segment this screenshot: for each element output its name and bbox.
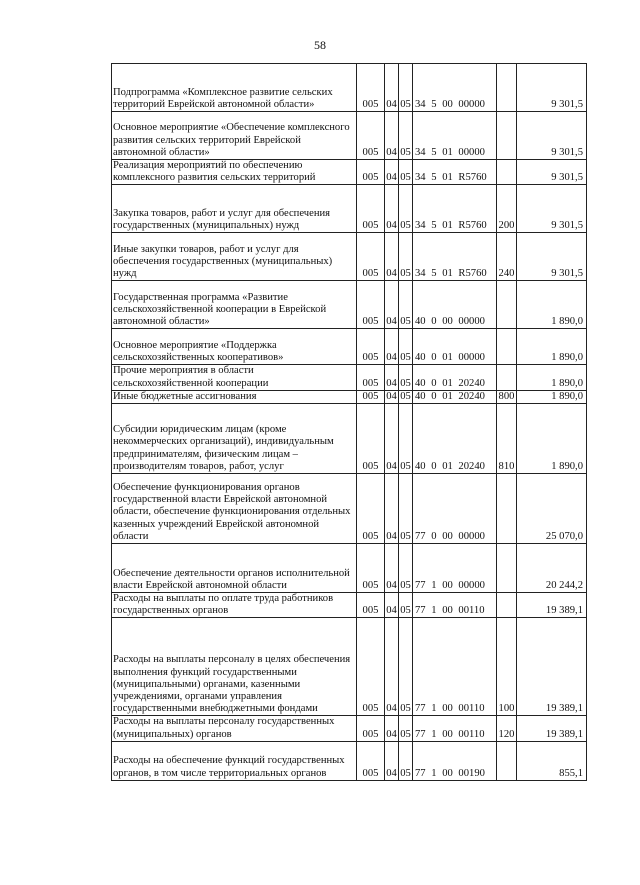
budget-table bbox=[111, 63, 587, 781]
org-code: 005 bbox=[357, 112, 385, 160]
program-code: 77 1 00 00110 bbox=[413, 716, 497, 741]
amount: 9 301,5 bbox=[517, 64, 587, 112]
section-code: 04 bbox=[385, 474, 399, 544]
subsection-code: 05 bbox=[399, 474, 413, 544]
amount: 9 301,5 bbox=[517, 160, 587, 185]
amount: 855,1 bbox=[517, 741, 587, 780]
program-code: 77 1 00 00000 bbox=[413, 544, 497, 593]
section-code: 04 bbox=[385, 544, 399, 593]
item-name: Расходы на выплаты персоналу в целях обеспечения выполнения функций государственными (муниципальными) органами, казенными учреждениями, органами управления государственными внебюджетными фондами bbox=[112, 618, 357, 716]
expense-type-code bbox=[497, 474, 517, 544]
org-code: 005 bbox=[357, 474, 385, 544]
item-name: Закупка товаров, работ и услуг для обеспечения государственных (муниципальных) нужд bbox=[112, 185, 357, 233]
program-code: 77 1 00 00110 bbox=[413, 593, 497, 618]
item-name: Подпрограмма «Комплексное развитие сельских территорий Еврейской автономной области» bbox=[112, 64, 357, 112]
expense-type-code: 200 bbox=[497, 185, 517, 233]
program-code: 77 1 00 00190 bbox=[413, 741, 497, 780]
table-row bbox=[112, 233, 587, 281]
expense-type-code bbox=[497, 593, 517, 618]
expense-type-code bbox=[497, 329, 517, 365]
subsection-code: 05 bbox=[399, 281, 413, 329]
expense-type-code: 100 bbox=[497, 618, 517, 716]
table-row bbox=[112, 474, 587, 544]
subsection-code: 05 bbox=[399, 185, 413, 233]
expense-type-code: 810 bbox=[497, 404, 517, 474]
section-code: 04 bbox=[385, 365, 399, 390]
program-code: 77 0 00 00000 bbox=[413, 474, 497, 544]
subsection-code: 05 bbox=[399, 233, 413, 281]
org-code: 005 bbox=[357, 185, 385, 233]
amount: 9 301,5 bbox=[517, 185, 587, 233]
section-code: 04 bbox=[385, 716, 399, 741]
item-name: Государственная программа «Развитие сельскохозяйственной кооперации в Еврейской автономной области» bbox=[112, 281, 357, 329]
amount: 20 244,2 bbox=[517, 544, 587, 593]
program-code: 34 5 01 R5760 bbox=[413, 160, 497, 185]
expense-type-code bbox=[497, 160, 517, 185]
item-name: Прочие мероприятия в области сельскохозяйственной кооперации bbox=[112, 365, 357, 390]
item-name: Расходы на выплаты по оплате труда работников государственных органов bbox=[112, 593, 357, 618]
subsection-code: 05 bbox=[399, 593, 413, 618]
item-name: Расходы на выплаты персоналу государственных (муниципальных) органов bbox=[112, 716, 357, 741]
section-code: 04 bbox=[385, 185, 399, 233]
item-name: Расходы на обеспечение функций государственных органов, в том числе территориальных органов bbox=[112, 741, 357, 780]
section-code: 04 bbox=[385, 112, 399, 160]
program-code: 34 5 01 00000 bbox=[413, 112, 497, 160]
amount: 1 890,0 bbox=[517, 281, 587, 329]
section-code: 04 bbox=[385, 618, 399, 716]
table-row bbox=[112, 593, 587, 618]
table-row bbox=[112, 160, 587, 185]
expense-type-code: 120 bbox=[497, 716, 517, 741]
subsection-code: 05 bbox=[399, 160, 413, 185]
org-code: 005 bbox=[357, 281, 385, 329]
subsection-code: 05 bbox=[399, 112, 413, 160]
amount: 9 301,5 bbox=[517, 233, 587, 281]
item-name: Реализация мероприятий по обеспечению комплексного развития сельских территорий bbox=[112, 160, 357, 185]
subsection-code: 05 bbox=[399, 618, 413, 716]
item-name: Иные закупки товаров, работ и услуг для обеспечения государственных (муниципальных) нужд bbox=[112, 233, 357, 281]
amount: 19 389,1 bbox=[517, 716, 587, 741]
section-code: 04 bbox=[385, 64, 399, 112]
amount: 1 890,0 bbox=[517, 404, 587, 474]
subsection-code: 05 bbox=[399, 544, 413, 593]
section-code: 04 bbox=[385, 233, 399, 281]
amount: 1 890,0 bbox=[517, 329, 587, 365]
amount: 1 890,0 bbox=[517, 390, 587, 403]
org-code: 005 bbox=[357, 404, 385, 474]
subsection-code: 05 bbox=[399, 64, 413, 112]
item-name: Обеспечение деятельности органов исполнительной власти Еврейской автономной области bbox=[112, 544, 357, 593]
section-code: 04 bbox=[385, 404, 399, 474]
item-name: Основное мероприятие «Обеспечение комплексного развития сельских территорий Еврейской автономной области» bbox=[112, 112, 357, 160]
table-row bbox=[112, 64, 587, 112]
subsection-code: 05 bbox=[399, 741, 413, 780]
table-row bbox=[112, 741, 587, 780]
amount: 19 389,1 bbox=[517, 593, 587, 618]
table-body bbox=[112, 64, 587, 781]
program-code: 40 0 01 20240 bbox=[413, 390, 497, 403]
org-code: 005 bbox=[357, 593, 385, 618]
section-code: 04 bbox=[385, 593, 399, 618]
program-code: 34 5 01 R5760 bbox=[413, 233, 497, 281]
program-code: 40 0 01 20240 bbox=[413, 404, 497, 474]
subsection-code: 05 bbox=[399, 365, 413, 390]
table-row bbox=[112, 281, 587, 329]
org-code: 005 bbox=[357, 233, 385, 281]
org-code: 005 bbox=[357, 390, 385, 403]
amount: 25 070,0 bbox=[517, 474, 587, 544]
org-code: 005 bbox=[357, 64, 385, 112]
org-code: 005 bbox=[357, 160, 385, 185]
amount: 1 890,0 bbox=[517, 365, 587, 390]
org-code: 005 bbox=[357, 741, 385, 780]
section-code: 04 bbox=[385, 160, 399, 185]
org-code: 005 bbox=[357, 329, 385, 365]
table-row bbox=[112, 404, 587, 474]
expense-type-code bbox=[497, 544, 517, 593]
subsection-code: 05 bbox=[399, 404, 413, 474]
program-code: 34 5 01 R5760 bbox=[413, 185, 497, 233]
table-row bbox=[112, 329, 587, 365]
program-code: 40 0 00 00000 bbox=[413, 281, 497, 329]
page-number: 58 bbox=[314, 38, 326, 52]
table-row bbox=[112, 544, 587, 593]
amount: 9 301,5 bbox=[517, 112, 587, 160]
section-code: 04 bbox=[385, 281, 399, 329]
expense-type-code bbox=[497, 365, 517, 390]
item-name: Обеспечение функционирования органов государственной власти Еврейской автономной области, обеспечение функционирования отдельных казенных учреждений Еврейской автономной области bbox=[112, 474, 357, 544]
amount: 19 389,1 bbox=[517, 618, 587, 716]
subsection-code: 05 bbox=[400, 390, 411, 402]
org-code: 005 bbox=[357, 544, 385, 593]
table-row bbox=[112, 365, 587, 390]
subsection-code: 05 bbox=[399, 329, 413, 365]
expense-type-code bbox=[497, 741, 517, 780]
table-row bbox=[112, 390, 587, 403]
expense-type-code: 240 bbox=[497, 233, 517, 281]
section-code: 04 bbox=[386, 390, 397, 402]
org-code: 005 bbox=[357, 716, 385, 741]
expense-type-code: 800 bbox=[497, 390, 517, 403]
table-row bbox=[112, 716, 587, 741]
subsection-code: 05 bbox=[399, 716, 413, 741]
item-name: Субсидии юридическим лицам (кроме некоммерческих организаций), индивидуальным предпринимателям, физическим лицам – производителям товаров, работ, услуг bbox=[112, 404, 357, 474]
expense-type-code bbox=[497, 112, 517, 160]
expense-type-code bbox=[497, 64, 517, 112]
table-row bbox=[112, 112, 587, 160]
org-code: 005 bbox=[357, 365, 385, 390]
program-code: 34 5 00 00000 bbox=[413, 64, 497, 112]
program-code: 40 0 01 00000 bbox=[413, 329, 497, 365]
section-code: 04 bbox=[385, 329, 399, 365]
item-name: Иные бюджетные ассигнования bbox=[112, 390, 357, 403]
program-code: 77 1 00 00110 bbox=[413, 618, 497, 716]
program-code: 40 0 01 20240 bbox=[413, 365, 497, 390]
table-row bbox=[112, 618, 587, 716]
org-code: 005 bbox=[357, 618, 385, 716]
expense-type-code bbox=[497, 281, 517, 329]
item-name: Основное мероприятие «Поддержка сельскохозяйственных кооперативов» bbox=[112, 329, 357, 365]
table-row bbox=[112, 185, 587, 233]
section-code: 04 bbox=[385, 741, 399, 780]
